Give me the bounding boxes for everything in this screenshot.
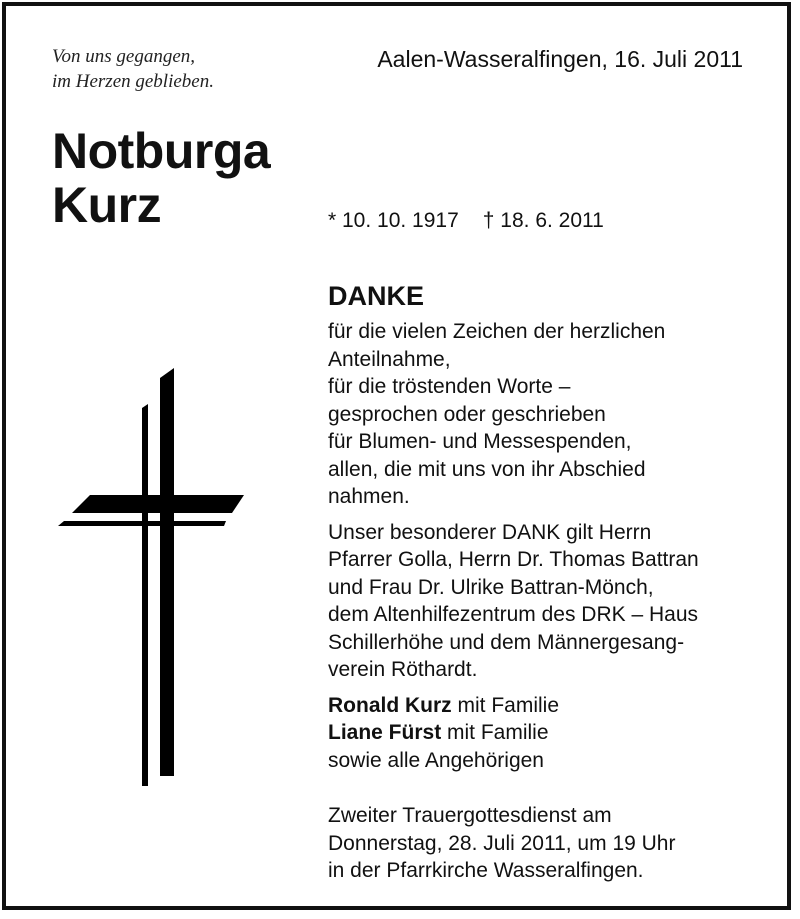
text-line: Schillerhöhe und dem Männergesang- <box>328 630 685 654</box>
special-thanks-paragraph <box>328 519 768 684</box>
thanks-heading: DANKE <box>328 281 425 311</box>
text-line: Pfarrer Golla, Herrn Dr. Thomas Battran <box>328 548 699 571</box>
family-member-suffix: mit Familie <box>441 721 549 744</box>
obituary-frame <box>2 2 791 910</box>
text-line: Donnerstag, 28. Juli 2011, um 19 Uhr <box>328 831 676 855</box>
cross-icon <box>54 368 254 793</box>
motto <box>52 44 214 94</box>
relatives-line: sowie alle Angehörigen <box>328 748 544 772</box>
text-line: verein Röthardt. <box>328 658 478 681</box>
text-line: gesprochen oder geschrieben <box>328 402 606 426</box>
thanks-paragraph <box>328 318 768 511</box>
text-line: allen, die mit uns von ihr Abschied <box>328 457 646 481</box>
thanks-text <box>328 278 768 885</box>
text-line: für die vielen Zeichen der herzlichen <box>328 320 666 343</box>
death-date: † 18. 6. 2011 <box>482 209 604 232</box>
first-name: Notburga <box>52 123 271 179</box>
motto-line-1: Von uns gegangen, <box>52 46 196 67</box>
birth-date: * 10. 10. 1917 <box>328 209 459 232</box>
text-line: Zweiter Trauergottesdienst am <box>328 804 612 827</box>
text-line: und Frau Dr. Ulrike Battran-Mönch, <box>328 575 654 599</box>
text-line: in der Pfarrkirche Wasseralfingen. <box>328 859 644 882</box>
family-member-suffix: mit Familie <box>451 693 560 717</box>
text-line: für die tröstenden Worte – <box>328 375 571 398</box>
family-member <box>328 719 768 747</box>
family-signature <box>328 692 768 775</box>
text-line: für Blumen- und Messespenden, <box>328 430 632 453</box>
service-notice <box>328 802 768 885</box>
motto-line-2: im Herzen geblieben. <box>52 71 214 92</box>
last-name: Kurz <box>52 177 162 233</box>
text-line: Unser besonderer DANK gilt Herrn <box>328 520 652 544</box>
text-line: Anteilnahme, <box>328 347 451 371</box>
text-line: dem Altenhilfezentrum des DRK – Haus <box>328 603 699 626</box>
place-date: Aalen-Wasseralfingen, 16. Juli 2011 <box>377 46 743 72</box>
text-line: nahmen. <box>328 485 410 508</box>
deceased-name <box>52 124 270 232</box>
life-dates <box>328 209 628 233</box>
family-member <box>328 692 768 720</box>
family-member-name: Ronald Kurz <box>328 693 452 717</box>
family-member-name: Liane Fürst <box>328 721 442 744</box>
